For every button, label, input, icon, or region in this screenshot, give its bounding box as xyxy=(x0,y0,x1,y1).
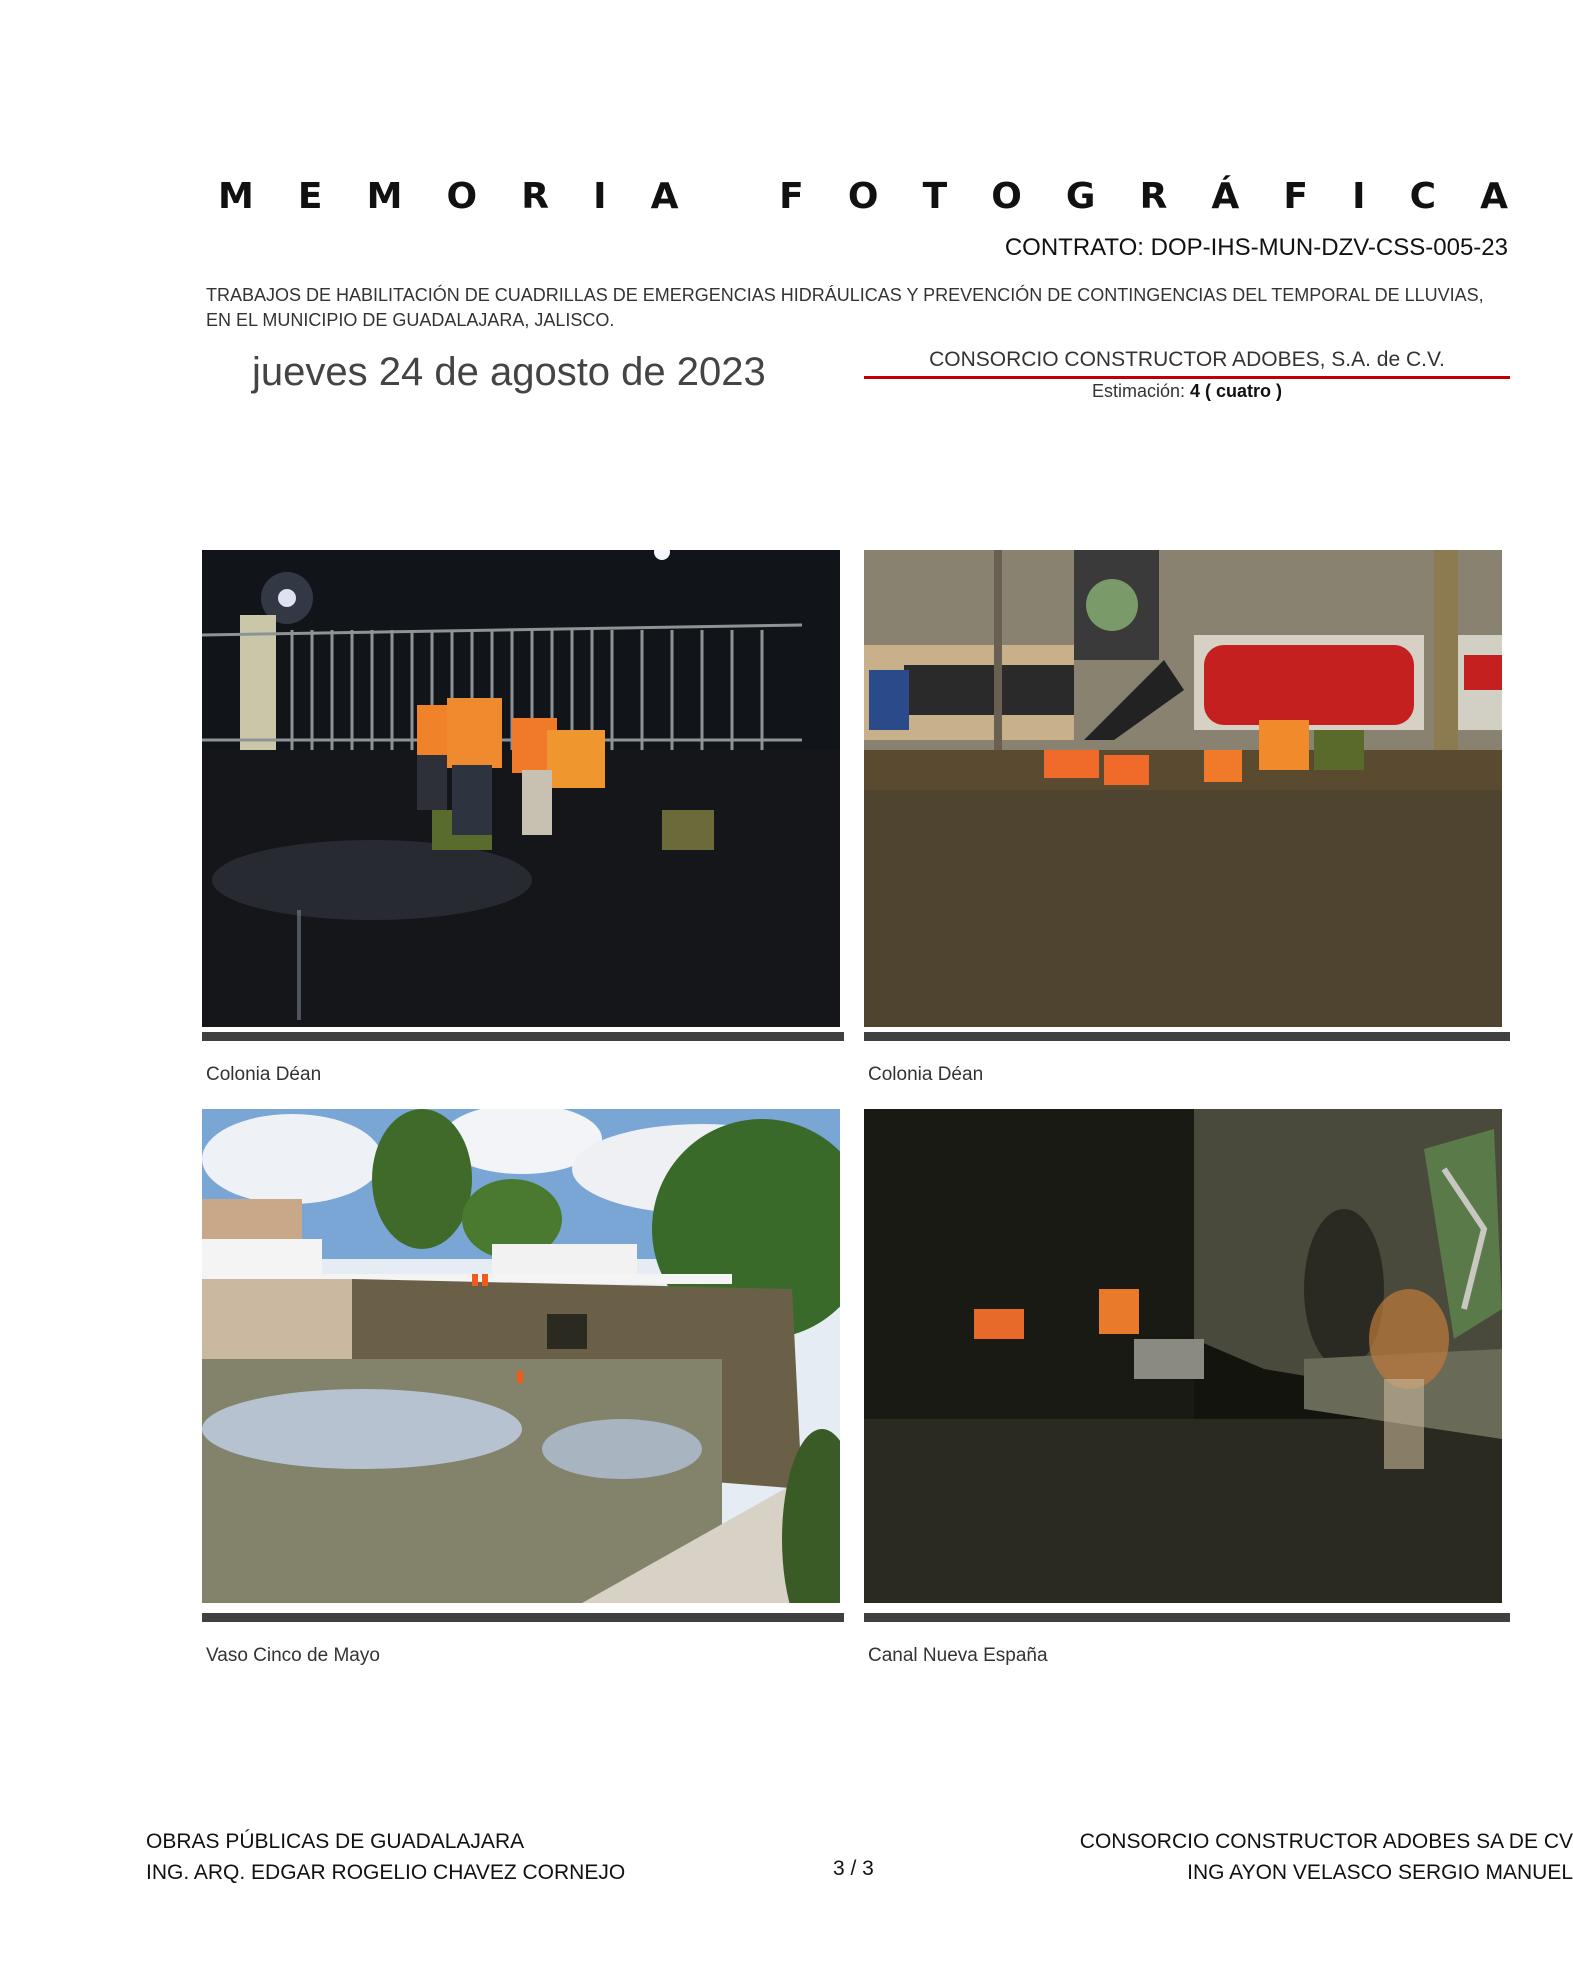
estimation-value: 4 ( cuatro ) xyxy=(1190,381,1283,401)
photo-caption: Colonia Déan xyxy=(868,1064,984,1085)
contract-number: CONTRATO: DOP-IHS-MUN-DZV-CSS-005-23 xyxy=(1004,234,1508,261)
title-letter: Á xyxy=(1211,176,1240,217)
title-letter: G xyxy=(1065,176,1096,217)
work-description: TRABAJOS DE HABILITACIÓN DE CUADRILLAS DE EMERGENCIAS HIDRÁULICAS Y PREVENCIÓN DE CONTINGENCIAS DEL TEMPORAL DE LLUVIAS, EN EL MUNICIPIO DE GUADALAJARA, JALISCO. xyxy=(206,285,1484,330)
title-letter: M xyxy=(366,176,403,217)
title-gap xyxy=(723,176,736,217)
title-letter: O xyxy=(991,176,1022,217)
title-letter: O xyxy=(446,176,478,217)
photo-caption: Canal Nueva España xyxy=(868,1645,1048,1666)
photo-colonia-dean-1 xyxy=(202,550,840,1027)
photo-divider-bar xyxy=(864,1613,1510,1622)
photo-canal-nueva-espana xyxy=(864,1109,1502,1603)
estimation xyxy=(864,381,1510,402)
photo-divider-bar xyxy=(864,1032,1510,1041)
page-title xyxy=(218,176,1508,217)
title-letter: T xyxy=(922,176,948,217)
title-letter: R xyxy=(1139,176,1168,217)
estimation-label: Estimación: xyxy=(1091,381,1185,401)
title-letter: O xyxy=(847,176,879,217)
report-date: jueves 24 de agosto de 2023 xyxy=(252,350,766,394)
photo-colonia-dean-2 xyxy=(864,550,1502,1027)
title-letter: E xyxy=(297,176,323,217)
title-letter: I xyxy=(1352,176,1366,217)
title-letter: F xyxy=(779,176,804,217)
photo-divider-bar xyxy=(202,1032,844,1041)
title-letter: I xyxy=(593,176,607,217)
photo-caption: Colonia Déan xyxy=(206,1064,322,1085)
title-letter: C xyxy=(1409,176,1436,217)
footer-left xyxy=(146,1826,625,1888)
footer-right xyxy=(1013,1826,1573,1888)
title-letter: R xyxy=(521,176,549,217)
title-letter: F xyxy=(1283,176,1308,217)
page-number: 3 / 3 xyxy=(833,1857,874,1880)
title-letter: M xyxy=(218,176,254,217)
photo-divider-bar xyxy=(202,1613,844,1622)
title-letter: A xyxy=(650,176,679,217)
footer-left-line2: ING. ARQ. EDGAR ROGELIO CHAVEZ CORNEJO xyxy=(146,1861,626,1884)
title-letter: A xyxy=(1480,176,1508,217)
footer-right-line2: ING AYON VELASCO SERGIO MANUEL xyxy=(1187,1861,1573,1884)
footer-right-line1: CONSORCIO CONSTRUCTOR ADOBES SA DE CV xyxy=(1079,1830,1573,1853)
photo-caption: Vaso Cinco de Mayo xyxy=(206,1645,380,1666)
contractor-name: CONSORCIO CONSTRUCTOR ADOBES, S.A. de C.V. xyxy=(864,348,1510,379)
photo-vaso-cinco-de-mayo xyxy=(202,1109,840,1603)
footer-left-line1: OBRAS PÚBLICAS DE GUADALAJARA xyxy=(146,1830,525,1853)
